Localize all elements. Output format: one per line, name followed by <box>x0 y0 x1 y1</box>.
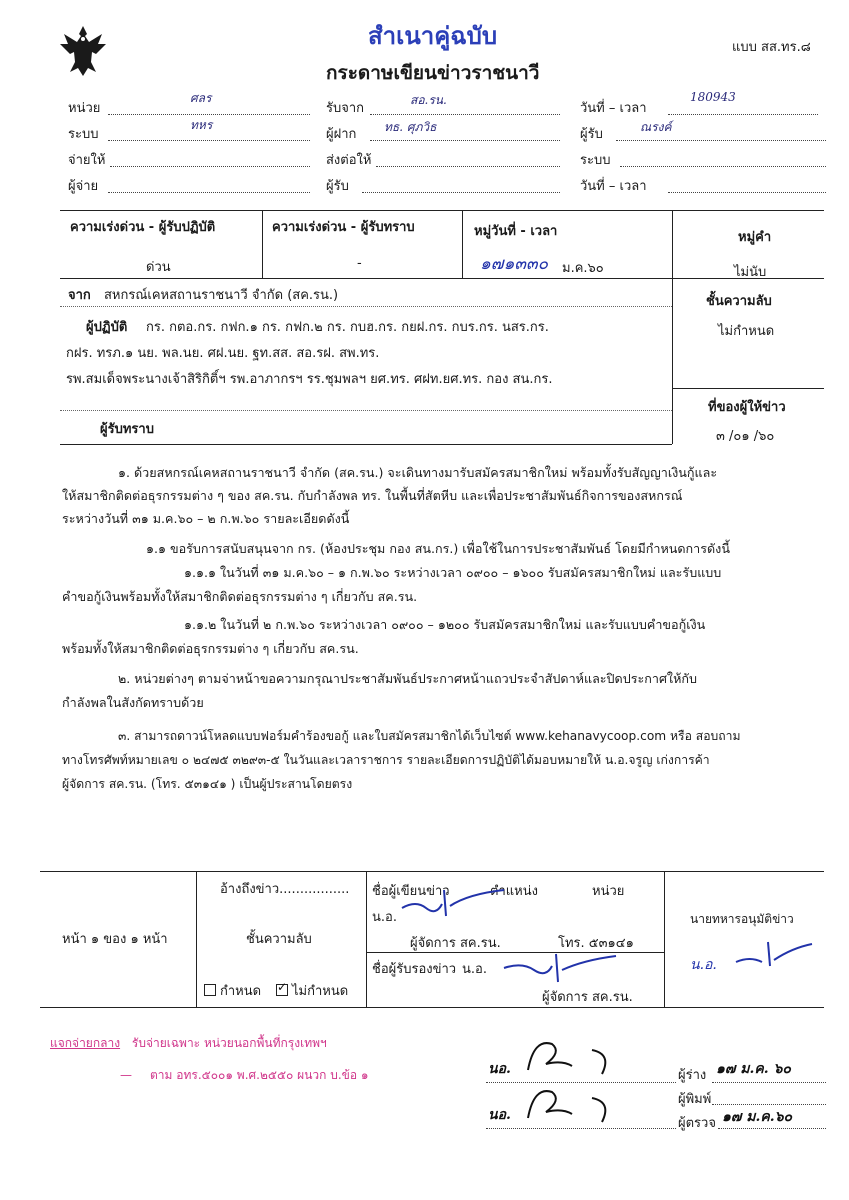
copy-title: สำเนาคู่ฉบับ <box>368 22 498 50</box>
approver-label: ชื่อผู้รับรองข่าว <box>372 962 457 977</box>
from-label: จาก <box>68 288 91 303</box>
rank2: นอ. <box>488 1107 511 1123</box>
main-title: กระดาษเขียนข่าวราชนาวี <box>326 62 540 84</box>
paragraph-3c: ผู้จัดการ สค.รน. (โทร. ๕๓๑๔๑ ) เป็นผู้ประสานโดยตรง <box>62 777 353 791</box>
classification-label: ชั้นความลับ <box>706 294 772 309</box>
opt-unset-label: ไม่กำหนด <box>292 984 349 999</box>
checkbox-set[interactable] <box>204 984 216 996</box>
paragraph-1-1-1: ๑.๑.๑ ในวันที่ ๓๑ ม.ค.๖๐ – ๑ ก.พ.๖๐ ระหว่างเวลา ๐๙๐๐ – ๑๖๐๐ รับสมัครสมาชิกใหม่ และรับแบบ <box>184 565 722 580</box>
receiver-label: ผู้รับ <box>326 179 349 194</box>
col4-header: หมู่คำ <box>738 230 772 245</box>
stamp-line2: — ตาม อทร.๕๐๐๑ พ.ศ.๒๕๕๐ ผนวก บ.ข้อ ๑ <box>120 1068 369 1082</box>
footer-unit-label: หน่วย <box>592 884 625 899</box>
ref-news-label: อ้างถึงข่าว................. <box>220 882 350 897</box>
ref-label: ที่ของผู้ให้ข่าว <box>708 400 786 415</box>
col2-value: - <box>357 256 362 271</box>
writer-label: ชื่อผู้เขียนข่าว <box>372 884 450 899</box>
system-label: ระบบ <box>68 127 99 142</box>
paragraph-3b: ทางโทรศัพท์หมายเลข ๐ ๒๔๗๕ ๓๒๙๓-๕ ในวันและเวลาราชการ รายละเอียดการปฏิบัติได้มอบหมายให้ น.อ.จรูญ เก่งการค้า <box>62 753 710 767</box>
recvfrom-value: สอ.รน. <box>410 93 447 107</box>
opt-set-label: กำหนด <box>220 984 262 999</box>
classification-value: ไม่กำหนด <box>718 324 775 339</box>
checkbox-unset[interactable] <box>276 984 288 996</box>
paragraph-1: ๑. ด้วยสหกรณ์เคหสถานราชนาวี จำกัด (สค.รน.) จะเดินทางมารับสมัครสมาชิกใหม่ พร้อมทั้งรับสัญญาเงินกู้และ <box>118 465 718 480</box>
drafter-date: ๑๗ ม.ค. ๖๐ <box>716 1061 791 1077</box>
action-label: ผู้ปฏิบัติ <box>86 320 128 335</box>
typist-label: ผู้พิมพ์ <box>678 1092 712 1107</box>
writer-title: ผู้จัดการ สค.รน. <box>410 936 501 951</box>
checker-date: ๑๗ ม.ค.๖๐ <box>722 1109 793 1125</box>
drafter-label: ผู้ร่าง <box>678 1068 707 1083</box>
ref-value: ๓ /๐๑ /๖๐ <box>716 429 775 444</box>
opt-unset[interactable] <box>276 980 348 1001</box>
depositor-value: ทธ. ศุภวิธ <box>384 120 437 134</box>
stamp-line2-text: ตาม อทร.๕๐๐๑ พ.ศ.๒๕๕๐ ผนวก บ.ข้อ ๑ <box>150 1068 369 1082</box>
col1-value: ด่วน <box>146 260 171 275</box>
distribution-stamp <box>50 1034 327 1053</box>
stamp-line1a: แจกจ่ายกลาง <box>50 1036 121 1050</box>
stamp-line1b: รับจ่ายเฉพาะ หน่วยนอกพื้นที่กรุงเทพฯ <box>131 1036 327 1050</box>
approver-signature <box>500 952 620 990</box>
drafter-signature <box>522 1030 632 1084</box>
action-line1: กร. กตอ.กร. กฟก.๑ กร. กฟก.๒ กร. กบฮ.กร. กยฝ.กร. กบร.กร. นสร.กร. <box>146 320 549 335</box>
checker-label: ผู้ตรวจ <box>678 1116 716 1131</box>
position-label: ตำแหน่ง <box>490 884 538 899</box>
col4-value: ไม่นับ <box>734 265 767 280</box>
unit-label: หน่วย <box>68 101 101 116</box>
col3-header: หมู่วันที่ - เวลา <box>474 224 558 239</box>
col2-header: ความเร่งด่วน - ผู้รับทราบ <box>272 220 415 235</box>
system2-label: ระบบ <box>580 153 611 168</box>
paragraph-1c: ระหว่างวันที่ ๓๑ ม.ค.๖๐ – ๒ ก.พ.๖๐ รายละเอียดดังนี้ <box>62 511 350 526</box>
paragraph-1-1-2b: พร้อมทั้งให้สมาชิกติดต่อธุรกรรมต่าง ๆ เกี่ยวกับ สค.รน. <box>62 641 359 656</box>
payto-label: จ่ายให้ <box>68 153 106 168</box>
officer-signature <box>734 938 814 976</box>
paragraph-1-1: ๑.๑ ขอรับการสนับสนุนจาก กร. (ห้องประชุม กอง สน.กร.) เพื่อใช้ในการประชาสัมพันธ์ โดยมีกำหนดการดังนี้ <box>146 541 730 556</box>
recvfrom-label: รับจาก <box>326 101 365 116</box>
paragraph-2: ๒. หน่วยต่างๆ ตามจ่าหน้าขอความกรุณาประชาสัมพันธ์ประกาศหน้าแถวประจำสัปดาห์และปิดประกาศให้กับ <box>118 671 698 686</box>
paragraph-1-1-1b: คำขอกู้เงินพร้อมทั้งให้สมาชิกติดต่อธุรกรรมต่าง ๆ เกี่ยวกับ สค.รน. <box>62 589 418 604</box>
paragraph-1b: ให้สมาชิกติดต่อธุรกรรมต่าง ๆ ของ สค.รน. กับกำลังพล ทร. ในพื้นที่สัตหีบ และเพื่อประชาสัมพันธ์กิจการของสหกรณ์ <box>62 488 683 503</box>
unit-value: ศลร <box>190 91 212 105</box>
receiver2-value: ณรงค์ <box>640 120 672 134</box>
action-line2: กฝร. ทรภ.๑ นย. พล.นย. ศฝ.นย. ฐท.สส. สอ.รฝ. สพ.ทร. <box>66 346 380 361</box>
receiver2-label: ผู้รับ <box>580 127 603 142</box>
page-label: หน้า ๑ ของ ๑ หน้า <box>62 932 168 947</box>
datetime2-label: วันที่ – เวลา <box>580 179 647 194</box>
paragraph-2b: กำลังพลในสังกัดทราบด้วย <box>62 695 204 710</box>
col3-value: ๑๗๑๓๓๐ <box>480 254 548 274</box>
from-value: สหกรณ์เคหสถานราชนาวี จำกัด (สค.รน.) <box>104 288 339 303</box>
datetime1-value: 180943 <box>690 90 736 104</box>
col1-header: ความเร่งด่วน - ผู้รับปฏิบัติ <box>70 220 216 235</box>
garuda-emblem-icon <box>58 22 108 80</box>
rank1: นอ. <box>488 1061 511 1077</box>
writer-rank: น.อ. <box>372 910 397 925</box>
paragraph-3: ๓. สามารถดาวน์โหลดแบบฟอร์มคำร้องขอกู้ และใบสมัครสมาชิกได้เว็บไซต์ www.kehanavycoop.com หรือ สอบถาม <box>118 729 741 743</box>
officer-sig-rank: น.อ. <box>690 957 717 973</box>
info-label: ผู้รับทราบ <box>100 422 154 437</box>
footer-class-label: ชั้นความลับ <box>246 932 312 947</box>
forward-label: ส่งต่อให้ <box>326 153 372 168</box>
paragraph-1-1-2: ๑.๑.๒ ในวันที่ ๒ ก.พ.๖๐ ระหว่างเวลา ๐๙๐๐ – ๑๒๐๐ รับสมัครสมาชิกใหม่ และรับแบบคำขอกู้เงิน <box>184 617 706 632</box>
officer-label: นายทหารอนุมัติข่าว <box>690 912 794 926</box>
form-code: แบบ สส.ทร.๘ <box>732 40 811 55</box>
payer-label: ผู้จ่าย <box>68 179 99 194</box>
datetime1-label: วันที่ – เวลา <box>580 101 647 116</box>
writer-signature <box>398 886 508 924</box>
col3-suffix: ม.ค.๖๐ <box>562 261 604 276</box>
approver-rank: น.อ. <box>462 962 487 977</box>
approver-title: ผู้จัดการ สค.รน. <box>542 990 633 1005</box>
opt-set[interactable] <box>204 980 261 1001</box>
depositor-label: ผู้ฝาก <box>326 127 357 142</box>
action-line3: รพ.สมเด็จพระนางเจ้าสิริกิติ์ฯ รพ.อาภากรฯ รร.ชุมพลฯ ยศ.ทร. ศฝท.ยศ.ทร. กอง สน.กร. <box>66 372 553 387</box>
writer-phone: โทร. ๕๓๑๔๑ <box>558 936 634 951</box>
checker-signature <box>522 1078 632 1132</box>
system-value: ทหร <box>190 118 213 132</box>
